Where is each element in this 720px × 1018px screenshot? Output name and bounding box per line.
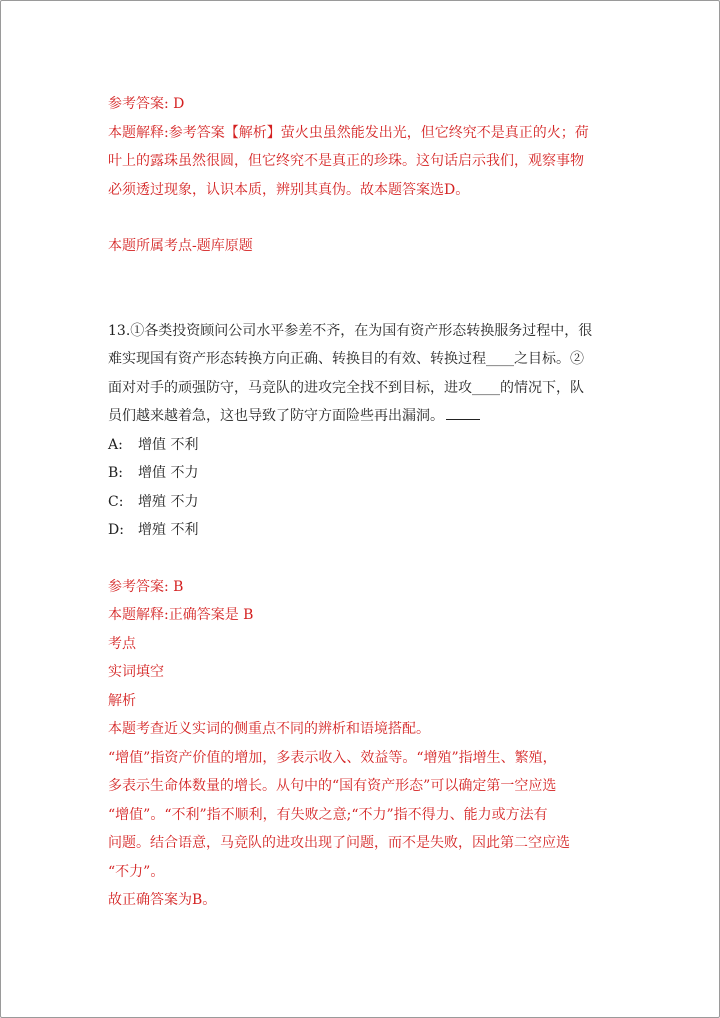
analysis-line-5: 问题。结合语意，马竞队的进攻出现了问题，而不是失败，因此第二空应选 (108, 835, 570, 851)
question-line-4-text: 员们越来越着急，这也导致了防守方面险些再出漏洞。 (108, 408, 444, 424)
analysis-line-2: “增值”指资产价值的增加，多表示收入、效益等。“增殖”指增生、繁殖， (108, 749, 557, 766)
prev-explanation-line-3: 必须透过现象，认识本质，辨别其真伪。故本题答案选D。 (108, 181, 470, 198)
option-d-letter: D: (108, 522, 124, 538)
analysis-line-3: 多表示生命体数量的增长。从句中的“国有资产形态”可以确定第一空应选 (108, 778, 557, 794)
analysis-line-4: “增值”。“不利”指不顺利，有失败之意;“不力”指不得力、能力或方法有 (108, 806, 548, 823)
kaodian-value: 实词填空 (108, 664, 164, 680)
question-line-2: 难实现国有资产形态转换方向正确、转换目的有效、转换过程____之目标。② (108, 351, 584, 367)
option-d (108, 516, 620, 545)
analysis-line-1: 本题考查近义实词的侧重点不同的辨析和语境搭配。 (108, 721, 430, 737)
option-d-text: 增殖 不利 (138, 522, 199, 538)
option-b (108, 459, 620, 488)
answer-line: 参考答案: B (108, 578, 184, 595)
option-a (108, 431, 620, 460)
analysis-line-6: “不力”。 (108, 863, 165, 880)
option-a-text: 增值 不利 (138, 436, 199, 453)
analysis-line-7: 故正确答案为B。 (108, 892, 217, 908)
option-c (108, 488, 620, 517)
document-content (108, 90, 620, 915)
option-a-letter: A: (108, 436, 123, 453)
kaodian-label: 考点 (108, 635, 136, 652)
prev-answer-line: 参考答案: D (108, 96, 185, 112)
option-b-letter: B: (108, 465, 124, 481)
explanation-line: 本题解释:正确答案是 B (108, 607, 254, 623)
option-c-text: 增殖 不力 (138, 493, 199, 510)
prev-tag-line: 本题所属考点-题库原题 (108, 238, 253, 254)
answer-blank (446, 405, 480, 420)
option-b-text: 增值 不力 (138, 465, 199, 481)
option-c-letter: C: (108, 493, 124, 510)
prev-explanation-line-1: 本题解释:参考答案【解析】萤火虫虽然能发出光，但它终究不是真正的火；荷 (108, 124, 589, 141)
jiexi-label: 解析 (108, 692, 136, 709)
prev-explanation-line-2: 叶上的露珠虽然很圆，但它终究不是真正的珍珠。这句话启示我们，观察事物 (108, 153, 584, 169)
question-line-3: 面对对手的顽强防守，马竞队的进攻完全找不到目标，进攻____的情况下，队 (108, 379, 584, 396)
question-line-4 (108, 402, 620, 431)
question-line-1: 13.①各类投资顾问公司水平参差不齐，在为国有资产形态转换服务过程中，很 (108, 322, 593, 339)
